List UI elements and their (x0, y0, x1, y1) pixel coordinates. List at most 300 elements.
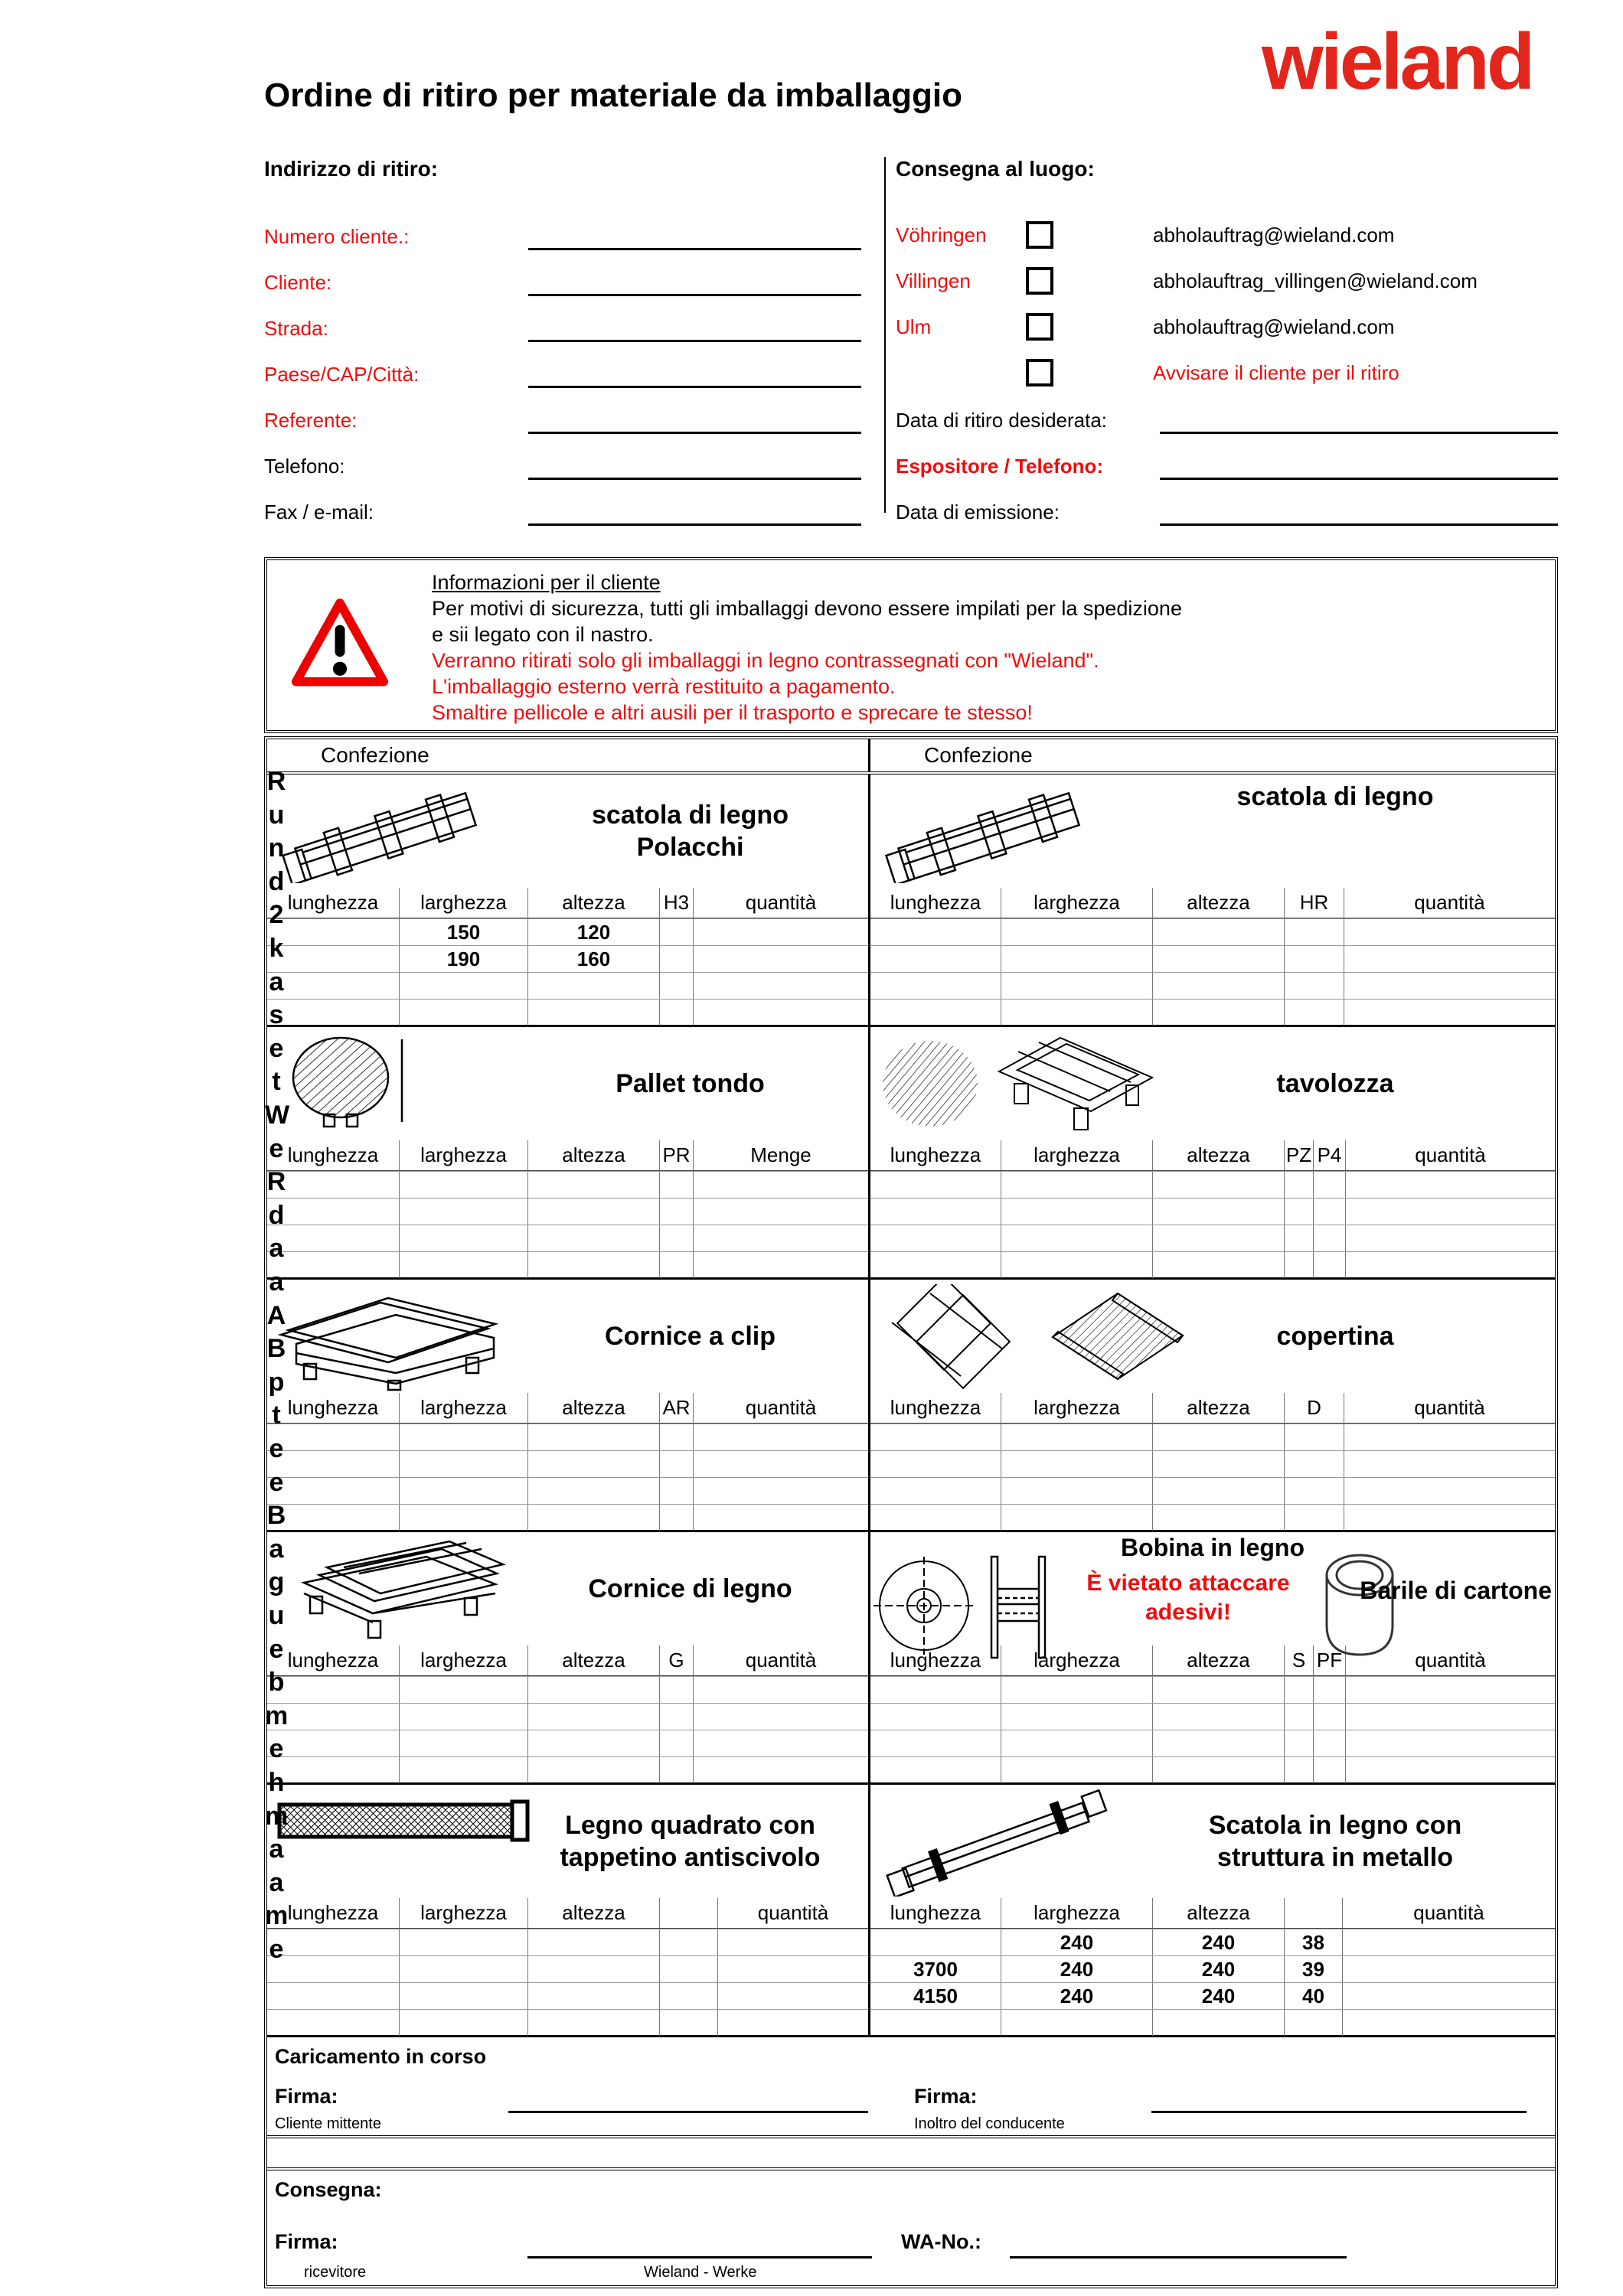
table-row (267, 1730, 868, 1756)
table-cell[interactable]: 120 (527, 919, 659, 945)
delivery-location-row (896, 296, 1558, 342)
table-cell[interactable] (1152, 973, 1284, 999)
table-cell[interactable] (1284, 1225, 1313, 1251)
table-cell[interactable] (1342, 1929, 1555, 1955)
section-title (520, 1280, 860, 1393)
column-header-row (267, 888, 868, 918)
delivery-input-line[interactable] (1160, 408, 1558, 434)
table-cell[interactable] (1345, 1757, 1555, 1783)
table-cell[interactable] (527, 1730, 659, 1756)
table-cell[interactable] (1284, 1451, 1344, 1477)
table-cell[interactable] (1152, 1172, 1284, 1198)
section-head (267, 1280, 868, 1397)
table-cell[interactable]: 240 (1152, 1929, 1284, 1955)
table-cell[interactable] (1001, 1757, 1152, 1783)
page-title: Ordine di ritiro per materiale da imballaggio (264, 77, 962, 114)
table-cell[interactable] (659, 1478, 693, 1504)
table-row (267, 1756, 868, 1783)
table-cell[interactable] (527, 1252, 659, 1278)
table-cell[interactable] (1345, 1704, 1555, 1730)
table-cell[interactable] (399, 1252, 527, 1278)
table-cell[interactable] (1344, 973, 1555, 999)
table-cell[interactable] (1001, 919, 1152, 945)
column-header: larghezza (1001, 888, 1152, 918)
table-cell[interactable] (693, 1451, 868, 1477)
table-row (267, 1929, 868, 1955)
table-cell[interactable] (1313, 1757, 1345, 1783)
margin-letter: b (268, 1668, 285, 1698)
round-pallet-icon (273, 1032, 503, 1140)
table-cell[interactable] (693, 1478, 868, 1504)
table-cell[interactable] (1284, 1730, 1313, 1756)
table-cell[interactable] (1152, 1000, 1284, 1026)
sender-signature-line[interactable] (508, 2111, 868, 2113)
table-cell[interactable] (659, 1956, 717, 1982)
table-cell[interactable] (1284, 1424, 1344, 1450)
table-row (267, 1477, 868, 1504)
table-row (267, 1450, 868, 1477)
delivery-footer-section (267, 2170, 1555, 2290)
driver-signature-line[interactable] (1151, 2111, 1527, 2113)
table-cell[interactable] (1342, 1983, 1555, 2009)
table-cell[interactable] (1345, 1252, 1555, 1278)
packaging-table (264, 736, 1558, 2288)
table-cell[interactable] (1001, 1225, 1152, 1251)
table-cell[interactable] (1342, 1956, 1555, 1982)
delivery-field-row (896, 388, 1558, 434)
confezione-header-row (267, 739, 1555, 775)
table-row (870, 1676, 1555, 1703)
table-cell[interactable] (527, 1451, 659, 1477)
table-cell[interactable] (527, 1172, 659, 1198)
pickup-input-line[interactable] (528, 224, 861, 250)
table-cell[interactable] (1001, 1730, 1152, 1756)
table-cell[interactable] (693, 1252, 868, 1278)
table-cell[interactable] (1152, 1199, 1284, 1225)
table-cell[interactable] (527, 973, 659, 999)
table-row (870, 1171, 1555, 1198)
table-cell[interactable] (399, 1929, 527, 1955)
table-cell[interactable] (693, 1424, 868, 1450)
table-cell[interactable]: 160 (527, 946, 659, 972)
table-cell[interactable] (870, 1505, 1001, 1531)
table-cell[interactable] (527, 1929, 659, 1955)
wa-number-line[interactable] (1010, 2256, 1347, 2258)
table-cell[interactable] (659, 946, 693, 972)
table-cell[interactable] (399, 1677, 527, 1703)
table-cell[interactable] (1345, 1730, 1555, 1756)
table-cell[interactable] (1313, 1677, 1345, 1703)
table-cell[interactable] (1001, 1478, 1152, 1504)
margin-letter: W (265, 1101, 290, 1130)
cardboard-barrel-icon (1318, 1552, 1402, 1663)
table-cell[interactable] (693, 1225, 868, 1251)
section-title-line: copertina (1276, 1322, 1394, 1351)
table-cell[interactable] (1345, 1225, 1555, 1251)
section-title-line: Pallet tondo (616, 1069, 765, 1098)
table-cell[interactable]: 4150 (913, 1984, 958, 2007)
table-row (870, 1225, 1555, 1251)
confezione-header-left: Confezione (267, 739, 870, 771)
pickup-input-line[interactable] (528, 500, 861, 526)
table-cell[interactable] (1313, 1252, 1345, 1278)
table-row (267, 999, 868, 1030)
table-cell[interactable] (399, 1704, 527, 1730)
section-title (1123, 775, 1547, 888)
table-cell[interactable] (870, 1225, 1001, 1251)
table-cell[interactable] (527, 1478, 659, 1504)
margin-letter: m (265, 1701, 289, 1730)
table-cell[interactable] (1152, 1252, 1284, 1278)
table-cell[interactable] (870, 1424, 1001, 1450)
table-cell[interactable] (399, 2010, 527, 2036)
table-cell[interactable] (399, 1451, 527, 1477)
pickup-input-line[interactable] (528, 316, 861, 342)
table-cell[interactable] (659, 1704, 693, 1730)
table-cell[interactable] (1345, 1172, 1555, 1198)
table-cell[interactable] (1001, 1252, 1152, 1278)
table-row (267, 1251, 868, 1278)
table-cell[interactable] (693, 1677, 868, 1703)
table-cell[interactable] (399, 1505, 527, 1531)
table-cell[interactable] (1284, 973, 1344, 999)
table-cell[interactable] (1284, 1677, 1313, 1703)
delivery-location-checkbox[interactable] (1026, 313, 1053, 341)
table-cell[interactable] (1284, 1478, 1344, 1504)
table-cell[interactable] (693, 919, 868, 945)
table-cell[interactable] (659, 1983, 717, 2009)
column-header: quantità (717, 1898, 868, 1928)
table-cell[interactable] (1152, 1704, 1284, 1730)
consegna-title: Consegna: (275, 2178, 382, 2201)
column-header: larghezza (399, 888, 527, 918)
column-header: lunghezza (890, 1901, 981, 1924)
table-cell[interactable] (1344, 1424, 1555, 1450)
table-row (870, 972, 1555, 999)
table-cell[interactable] (659, 1225, 693, 1251)
table-cell[interactable] (1001, 1677, 1152, 1703)
table-cell[interactable] (870, 919, 1001, 945)
margin-letter: m (265, 1901, 289, 1931)
section-left-2 (267, 1280, 870, 1530)
delivery-input-line[interactable] (1160, 500, 1558, 526)
wooden-frame-pallet-icon (273, 1537, 511, 1648)
table-cell[interactable] (1152, 1757, 1284, 1783)
table-cell[interactable] (527, 1225, 659, 1251)
table-cell[interactable] (693, 1757, 868, 1783)
table-cell[interactable] (399, 1424, 527, 1450)
table-cell[interactable] (1344, 1478, 1555, 1504)
table-cell[interactable] (1152, 1505, 1284, 1531)
table-cell[interactable]: 240 (1152, 1956, 1284, 1982)
table-cell[interactable] (870, 946, 1001, 972)
delivery-location-name: Ulm (896, 315, 932, 338)
table-cell[interactable] (1001, 1704, 1152, 1730)
table-cell[interactable] (1313, 1172, 1345, 1198)
pickup-input-line[interactable] (528, 408, 861, 434)
table-cell[interactable] (399, 1225, 527, 1251)
table-cell[interactable]: 240 (1152, 1983, 1284, 2009)
table-cell[interactable] (267, 2010, 399, 2036)
werke-sub-label: Wieland - Werke (644, 2264, 757, 2281)
table-cell[interactable] (1345, 1677, 1555, 1703)
table-cell[interactable] (659, 1929, 717, 1955)
table-cell[interactable] (870, 1199, 1001, 1225)
margin-letter: n (268, 833, 285, 863)
table-cell[interactable] (659, 1199, 693, 1225)
section-right-3 (870, 1532, 1555, 1782)
table-cell[interactable] (693, 1000, 868, 1026)
table-cell[interactable]: 240 (1001, 1983, 1152, 2009)
table-cell[interactable] (693, 1730, 868, 1756)
margin-letter: t (272, 1401, 281, 1430)
table-cell[interactable] (717, 1929, 868, 1955)
wooden-reel-side-icon (985, 1554, 1054, 1665)
table-cell[interactable] (527, 1956, 659, 1982)
table-cell[interactable]: 39 (1284, 1956, 1342, 1982)
table-cell[interactable] (1152, 1730, 1284, 1756)
margin-letter: u (268, 800, 285, 830)
table-cell[interactable] (717, 1956, 868, 1982)
sender-sub-label: Cliente mittente (275, 2115, 381, 2132)
table-cell[interactable] (1284, 919, 1344, 945)
table-cell[interactable] (1284, 1505, 1344, 1531)
table-cell[interactable] (527, 1677, 659, 1703)
table-cell[interactable] (1284, 1757, 1313, 1783)
section-head (870, 1785, 1555, 1898)
pickup-field-row (264, 250, 861, 296)
section-title: Bobina in legno (1121, 1534, 1305, 1561)
table-cell[interactable] (659, 1757, 693, 1783)
table-cell[interactable] (1342, 2010, 1555, 2036)
table-cell[interactable] (870, 1704, 1001, 1730)
table-cell[interactable] (659, 973, 693, 999)
section-subtitle-line: struttura in metallo (1217, 1843, 1453, 1872)
pickup-heading: Indirizzo di ritiro: (264, 157, 439, 181)
table-cell[interactable] (267, 1983, 399, 2009)
table-cell[interactable] (1152, 1424, 1284, 1450)
table-cell[interactable] (1284, 1704, 1313, 1730)
table-cell[interactable] (659, 1505, 693, 1531)
column-header-row (870, 1140, 1555, 1171)
table-cell[interactable] (527, 1000, 659, 1026)
table-cell[interactable] (1001, 1000, 1152, 1026)
delivery-field-label: Data di ritiro desiderata: (896, 409, 1108, 432)
confezione-header-right: Confezione (924, 743, 1033, 767)
column-header: lunghezza (890, 1396, 981, 1419)
table-cell[interactable] (399, 1478, 527, 1504)
table-cell[interactable] (527, 2010, 659, 2036)
table-cell[interactable] (1284, 946, 1344, 972)
table-cell[interactable] (399, 973, 527, 999)
table-cell[interactable] (1001, 1199, 1152, 1225)
table-cell[interactable] (870, 1730, 1001, 1756)
table-cell[interactable] (1284, 1000, 1344, 1026)
delivery-location-checkbox[interactable] (1026, 221, 1053, 249)
table-cell[interactable] (870, 1929, 1001, 1955)
notify-checkbox[interactable] (1026, 359, 1053, 386)
column-header (659, 1898, 717, 1928)
table-cell[interactable] (1001, 1172, 1152, 1198)
table-cell[interactable] (1313, 1704, 1345, 1730)
table-cell[interactable]: 190 (399, 946, 527, 972)
section-row (267, 1785, 1555, 2037)
table-cell[interactable] (1001, 946, 1152, 972)
section-title (520, 775, 860, 888)
table-cell[interactable] (870, 1172, 1001, 1198)
table-cell[interactable] (659, 2010, 717, 2036)
receiver-sub-label: ricevitore (304, 2264, 367, 2281)
table-row (870, 1198, 1555, 1225)
table-cell[interactable] (870, 1252, 1001, 1278)
table-cell[interactable] (399, 1956, 527, 1982)
table-cell[interactable] (1344, 1451, 1555, 1477)
table-cell[interactable] (870, 1478, 1001, 1504)
table-cell[interactable] (659, 1000, 693, 1026)
table-cell[interactable] (399, 1730, 527, 1756)
table-cell[interactable] (659, 1252, 693, 1278)
column-header: Menge (693, 1140, 868, 1170)
table-cell[interactable] (1152, 2010, 1284, 2036)
table-cell[interactable] (870, 1677, 1001, 1703)
table-cell[interactable]: 240 (1001, 1956, 1152, 1982)
table-row (266, 1501, 868, 1531)
table-cell[interactable] (527, 1424, 659, 1450)
table-cell[interactable] (527, 1757, 659, 1783)
table-cell[interactable] (1344, 946, 1555, 972)
table-cell[interactable] (1001, 2010, 1152, 2036)
table-cell[interactable] (1152, 919, 1284, 945)
table-cell[interactable] (1284, 1172, 1313, 1198)
margin-letter: a (269, 1234, 284, 1264)
column-header: altezza (1152, 1645, 1284, 1675)
table-cell[interactable] (693, 946, 868, 972)
table-row (870, 918, 1555, 945)
delivery-field-row (896, 480, 1558, 526)
pickup-input-line[interactable] (528, 362, 861, 388)
loading-title: Caricamento in corso (275, 2045, 487, 2068)
section-title-line: Legno quadrato con (565, 1811, 815, 1840)
table-cell[interactable] (1344, 1000, 1555, 1026)
table-cell[interactable] (717, 2010, 868, 2036)
table-cell[interactable] (1152, 1677, 1284, 1703)
table-cell[interactable] (527, 1505, 659, 1531)
delivery-location-checkbox[interactable] (1026, 267, 1053, 295)
table-cell[interactable] (659, 1730, 693, 1756)
table-cell[interactable] (870, 1757, 1001, 1783)
table-cell[interactable] (1344, 1505, 1555, 1531)
table-cell[interactable]: 240 (1001, 1929, 1152, 1955)
table-cell[interactable]: 150 (399, 919, 527, 945)
table-cell[interactable] (527, 1704, 659, 1730)
table-cell[interactable] (1284, 1252, 1313, 1278)
section-title (520, 1785, 860, 1898)
table-cell[interactable] (1284, 2010, 1342, 2036)
table-cell[interactable] (870, 1451, 1001, 1477)
table-cell[interactable] (659, 1424, 693, 1450)
table-cell[interactable] (527, 1199, 659, 1225)
pickup-input-line[interactable] (528, 270, 861, 296)
table-cell[interactable] (870, 1000, 1001, 1026)
table-cell[interactable] (399, 1000, 527, 1026)
table-cell[interactable] (399, 1757, 527, 1783)
section-head (870, 775, 1555, 888)
table-cell[interactable] (693, 973, 868, 999)
table-cell[interactable] (1001, 973, 1152, 999)
table-cell[interactable] (1152, 1225, 1284, 1251)
section-right-0 (870, 775, 1555, 1025)
section-title-line: Cornice di legno (588, 1574, 792, 1603)
table-cell[interactable] (1345, 1199, 1555, 1225)
table-cell[interactable] (659, 1172, 693, 1198)
table-row (870, 2009, 1555, 2036)
section-title (1123, 1280, 1547, 1393)
table-cell[interactable] (1344, 919, 1555, 945)
margin-letter: u (268, 1601, 285, 1630)
table-cell[interactable] (693, 1505, 868, 1531)
table-row (870, 1955, 1555, 1982)
table-cell[interactable] (717, 1983, 868, 2009)
table-cell[interactable] (1001, 1451, 1152, 1477)
pickup-input-line[interactable] (528, 454, 861, 480)
delivery-input-line[interactable] (1160, 454, 1558, 480)
table-cell[interactable] (1001, 1505, 1152, 1531)
table-cell[interactable] (870, 2010, 1001, 2036)
table-cell[interactable] (1152, 1451, 1284, 1477)
section-title (1123, 1027, 1547, 1140)
table-cell[interactable]: 40 (1284, 1983, 1342, 2009)
table-cell[interactable] (1313, 1199, 1345, 1225)
margin-letter: a (269, 1267, 284, 1296)
table-cell[interactable] (693, 1199, 868, 1225)
wooden-crate-icon (273, 779, 503, 887)
table-cell[interactable] (1152, 1478, 1284, 1504)
table-row (267, 972, 868, 999)
table-row (267, 1198, 868, 1225)
table-cell[interactable] (1284, 1199, 1313, 1225)
table-cell[interactable] (870, 973, 1001, 999)
table-row (870, 999, 1555, 1026)
table-cell[interactable] (399, 1983, 527, 2009)
table-cell[interactable] (527, 1983, 659, 2009)
column-header: PZ (1284, 1140, 1313, 1170)
pickup-field-row (264, 434, 861, 480)
table-cell[interactable] (1152, 946, 1284, 972)
table-cell[interactable] (659, 1677, 693, 1703)
table-cell[interactable] (1313, 1730, 1345, 1756)
table-cell[interactable] (1001, 1424, 1152, 1450)
table-cell[interactable] (659, 1451, 693, 1477)
section-left-3 (267, 1532, 870, 1782)
column-header: AR (659, 1393, 693, 1423)
table-row (870, 945, 1555, 972)
section-left-1 (267, 1027, 870, 1277)
table-cell[interactable] (693, 1704, 868, 1730)
section-title-line: tavolozza (1276, 1069, 1394, 1098)
table-cell[interactable]: 3700 (913, 1957, 958, 1981)
table-cell[interactable] (1313, 1225, 1345, 1251)
table-cell[interactable] (399, 1199, 527, 1225)
table-cell[interactable] (693, 1172, 868, 1198)
antislip-bar-icon (273, 1789, 534, 1862)
receiver-signature-line[interactable] (527, 2256, 872, 2258)
table-cell[interactable] (659, 919, 693, 945)
table-cell[interactable]: 38 (1284, 1929, 1342, 1955)
column-header: quantità (1344, 888, 1555, 918)
column-header-row (267, 1645, 868, 1676)
table-cell[interactable] (399, 1172, 527, 1198)
info-line-red: L'imballaggio esterno verrà restituito a pagamento. (432, 675, 896, 698)
